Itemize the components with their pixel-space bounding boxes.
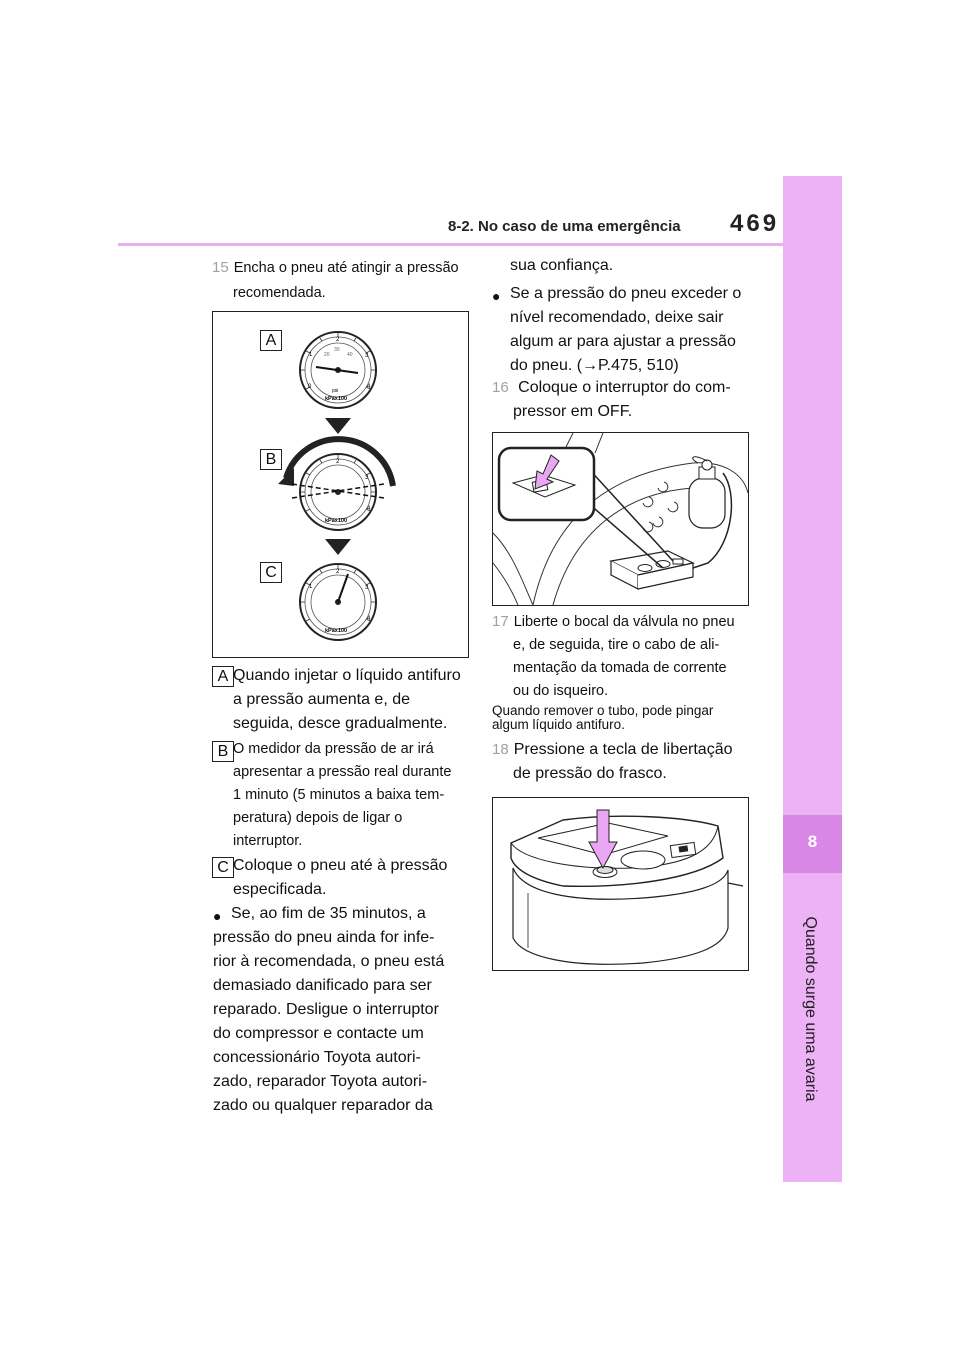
step-text: e, de seguida, tire o cabo de ali- bbox=[513, 637, 720, 653]
legend-key-c: C bbox=[212, 857, 234, 878]
page-number: 469 bbox=[730, 210, 780, 237]
gauge-figure bbox=[212, 311, 469, 658]
chapter-title: Quando surge uma avaria bbox=[802, 916, 819, 1102]
step-text: recomendada. bbox=[233, 285, 326, 301]
gauge-tick: 2 bbox=[336, 337, 340, 343]
bullet-2-line: Se a pressão do pneu exceder o bbox=[510, 285, 742, 302]
gauge-tick: 2 bbox=[336, 569, 340, 575]
step-text: Coloque o interruptor do com- bbox=[518, 379, 731, 396]
step-number: 16 bbox=[492, 379, 509, 396]
gauge-tick: 2 bbox=[336, 459, 340, 465]
figure-label-c: C bbox=[260, 562, 282, 583]
figure-label-a: A bbox=[260, 330, 282, 351]
legend-b-line: 1 minuto (5 minutos a baixa tem- bbox=[233, 787, 445, 803]
step-16 bbox=[492, 376, 762, 424]
step-text: de pressão do frasco. bbox=[513, 765, 667, 782]
gauge-tick: 3 bbox=[365, 475, 369, 481]
legend-b-line: apresentar a pressão real durante bbox=[233, 764, 452, 780]
legend-c bbox=[233, 854, 483, 902]
bullet-1-line: concessionário Toyota autori- bbox=[213, 1049, 421, 1066]
bullet-1-line: zado ou qualquer reparador da bbox=[213, 1097, 433, 1114]
bullet-marker: ● bbox=[213, 908, 222, 924]
header-rule bbox=[118, 243, 784, 246]
gauge-psi: psi bbox=[332, 388, 339, 394]
bullet-1-cont bbox=[213, 926, 483, 1118]
bullet-1-line: demasiado danificado para ser bbox=[213, 977, 432, 994]
bullet-2-line: algum ar para ajustar a pressão bbox=[510, 333, 736, 350]
gauge-tick: 20 bbox=[324, 352, 330, 358]
gauge-tick: 0 bbox=[308, 384, 312, 390]
bullet-1-line: reparado. Desligue o interruptor bbox=[213, 1001, 439, 1018]
gauge-tick: 3 bbox=[365, 353, 369, 359]
gauge-unit: kPax100 bbox=[325, 396, 348, 402]
bullet-2 bbox=[510, 282, 770, 378]
bullet-1-line: rior à recomendada, o pneu está bbox=[213, 953, 445, 970]
chapter-number: 8 bbox=[807, 832, 818, 851]
bullet-1-line: do compressor e contacte um bbox=[213, 1025, 424, 1042]
gauge-tick: 4 bbox=[367, 616, 371, 622]
legend-a-line: seguida, desce gradualmente. bbox=[233, 715, 448, 732]
compressor-switch-figure bbox=[492, 432, 749, 606]
bullet-1-line: sua confiança. bbox=[510, 257, 614, 274]
step-text: mentação da tomada de corrente bbox=[513, 660, 727, 676]
step-17 bbox=[492, 610, 762, 703]
pressure-release-figure bbox=[492, 797, 749, 971]
legend-key-b: B bbox=[212, 741, 234, 762]
note bbox=[492, 704, 762, 732]
compressor-switch-illustration bbox=[493, 433, 748, 605]
step-18 bbox=[492, 738, 762, 786]
step-number: 15 bbox=[212, 259, 229, 276]
pressure-release-illustration bbox=[493, 798, 748, 970]
gauge-tick: 30 bbox=[334, 347, 340, 353]
step-text: ou do isqueiro. bbox=[513, 683, 609, 699]
legend-b-line: interruptor. bbox=[233, 833, 303, 849]
gauge-tick: 1 bbox=[309, 352, 313, 358]
bullet-1-line: zado, reparador Toyota autori- bbox=[213, 1073, 428, 1090]
bullet-1 bbox=[231, 902, 486, 926]
pressure-gauge-illustration bbox=[213, 312, 468, 657]
step-text: Pressione a tecla de libertação bbox=[513, 741, 733, 758]
section-title: 8-2. No caso de uma emergência bbox=[448, 218, 681, 235]
gauge-tick: 3 bbox=[365, 585, 369, 591]
bullet-1-end bbox=[510, 254, 765, 278]
gauge-unit: kPax100 bbox=[325, 518, 348, 524]
bullet-1-line: Se, ao fim de 35 minutos, a bbox=[231, 905, 426, 922]
note-line: Quando remover o tubo, pode pingar bbox=[492, 703, 714, 718]
figure-label-b: B bbox=[260, 449, 282, 470]
legend-a bbox=[233, 664, 483, 736]
step-text: pressor em OFF. bbox=[513, 403, 633, 420]
legend-c-line: Coloque o pneu até à pressão bbox=[233, 857, 448, 874]
step-text: Liberte o bocal da válvula no pneu bbox=[513, 614, 735, 630]
step-15 bbox=[212, 256, 482, 305]
bullet-1-line: pressão do pneu ainda for infe- bbox=[213, 929, 435, 946]
legend-a-line: Quando injetar o líquido antifuro bbox=[233, 667, 461, 684]
gauge-tick: 1 bbox=[309, 584, 313, 590]
legend-b-line: O medidor da pressão de ar irá bbox=[233, 741, 434, 757]
step-number: 17 bbox=[492, 613, 509, 630]
legend-b-line: peratura) depois de ligar o bbox=[233, 810, 403, 826]
bullet-2-line: nível recomendado, deixe sair bbox=[510, 309, 724, 326]
gauge-tick: 4 bbox=[367, 384, 371, 390]
gauge-unit: kPax100 bbox=[325, 628, 348, 634]
legend-a-line: a pressão aumenta e, de bbox=[233, 691, 411, 708]
legend-b bbox=[233, 738, 488, 853]
legend-c-line: especificada. bbox=[233, 881, 327, 898]
note-line: algum líquido antifuro. bbox=[492, 717, 625, 732]
gauge-tick: 40 bbox=[347, 352, 353, 358]
legend-key-a: A bbox=[212, 666, 234, 687]
bullet-2-line: do pneu. (→P.475, 510) bbox=[510, 357, 679, 374]
gauge-tick: 4 bbox=[367, 506, 371, 512]
step-text: Encha o pneu até atingir a pressão bbox=[233, 260, 459, 276]
bullet-marker: ● bbox=[492, 288, 501, 304]
step-number: 18 bbox=[492, 741, 509, 758]
